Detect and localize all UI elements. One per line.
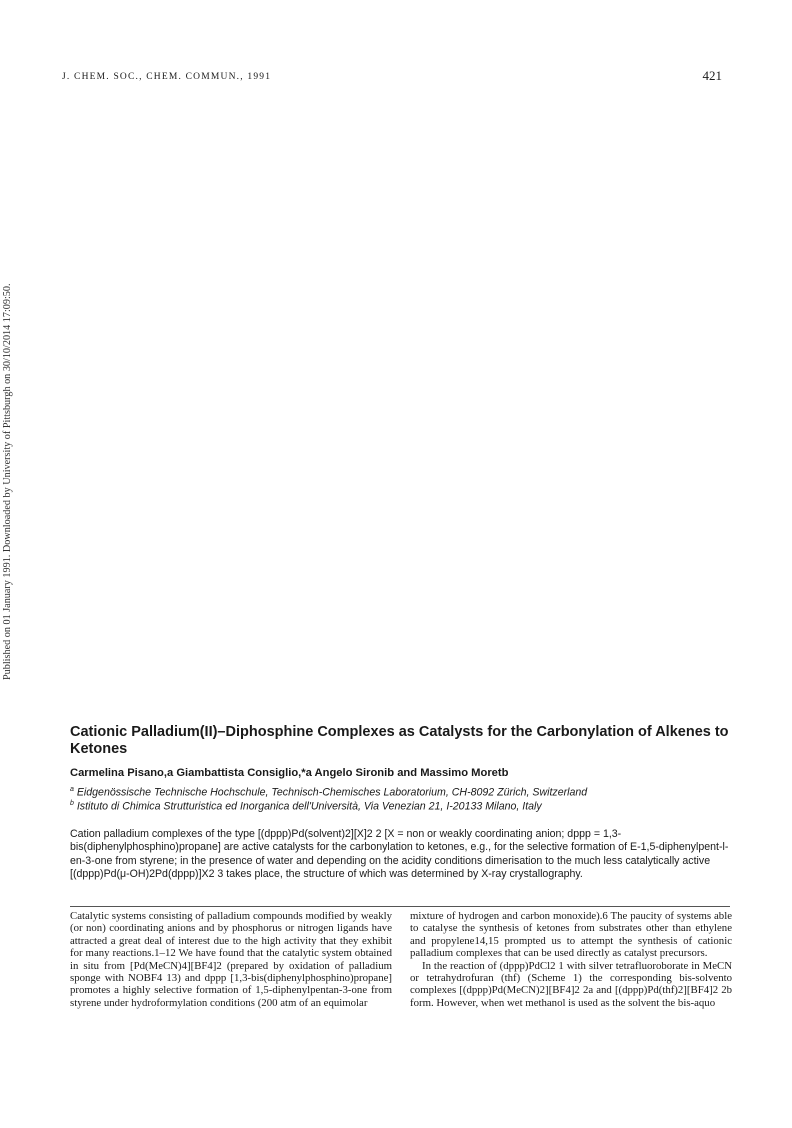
- affiliation-a-mark: a: [70, 786, 74, 793]
- article-authors: Carmelina Pisano,a Giambattista Consiglio,*a Angelo Sironib and Massimo Moretb: [70, 767, 509, 779]
- journal-header: J. CHEM. SOC., CHEM. COMMUN., 1991: [62, 72, 272, 82]
- download-watermark-text: Published on 01 January 1991. Downloaded by University of Pittsburgh on 30/10/2014 17:09:50.: [2, 283, 13, 680]
- affiliation-a: [70, 786, 750, 799]
- body-column-right: [410, 910, 732, 1009]
- download-watermark: [0, 240, 28, 680]
- affiliation-b-text: Istituto di Chimica Strutturistica ed Inorganica dell'Università, Via Venezian 21, I-20133 Milano, Italy: [76, 800, 542, 813]
- abstract: Cation palladium complexes of the type [(dppp)Pd(solvent)2][X]2 2 [X = non or weakly coordinating anion; dppp = 1,3-bis(diphenylphosphino)propane] are active catalysts for the carbonylation to ketones, e.g., for the selective formation of E-1,5-diphenylpent-l-en-3-one from styrene; in the presence of water and depending on the acidity conditions dimerisation to the much less catalytically active [(dppp)Pd(μ-OH)2Pd(dppp)]X2 3 takes place, the structure of which was determined by X-ray crystallography.: [70, 828, 729, 881]
- body-paragraph: Catalytic systems consisting of palladium compounds modified by weakly (or non) coordinating anions and by phosphorus or nitrogen ligands have attracted a great deal of interest due to the high activity that they exhibit for many reactions.1–12 We have found that the catalytic system obtained in situ from [Pd(MeCN)4][BF4]2 (prepared by oxidation of palladium sponge with NOBF4 13) and dppp [1,3-bis(diphenylphosphino)propane] promotes a highly selective formation of 1,5-diphenylpentan-3-one from styrene under hydroformylation conditions (200 atm of an equimolar: [70, 910, 392, 1009]
- body-column-left: [70, 910, 392, 1009]
- affiliation-a-text: Eidgenössische Technische Hochschule, Technisch-Chemisches Laboratorium, CH-8092 Zürich, Switzerland: [76, 786, 588, 799]
- body-paragraph: In the reaction of (dppp)PdCl2 1 with silver tetrafluoroborate in MeCN or tetrahydrofuran (thf) (Scheme 1) the corresponding bis-solvento complexes [(dppp)Pd(MeCN)2][BF4]2 2a and [(dppp)Pd(thf)2][BF4]2 2b form. However, when wet methanol is used as the solvent the bis-aquo: [410, 959, 732, 1009]
- body-paragraph: mixture of hydrogen and carbon monoxide).6 The paucity of systems able to catalyse the synthesis of ketones from substrates other than ethylene and propylene14,15 prompted us to attempt the synthesis of cationic palladium complexes that can be used directly as catalyst precursors.: [410, 910, 732, 960]
- page-number: 421: [702, 68, 722, 83]
- affiliation-b-mark: b: [70, 800, 74, 807]
- article-title: Cationic Palladium(II)–Diphosphine Complexes as Catalysts for the Carbonylation of Alkenes to Ketones: [70, 724, 729, 757]
- section-divider: [70, 906, 730, 907]
- affiliation-b: [70, 800, 750, 813]
